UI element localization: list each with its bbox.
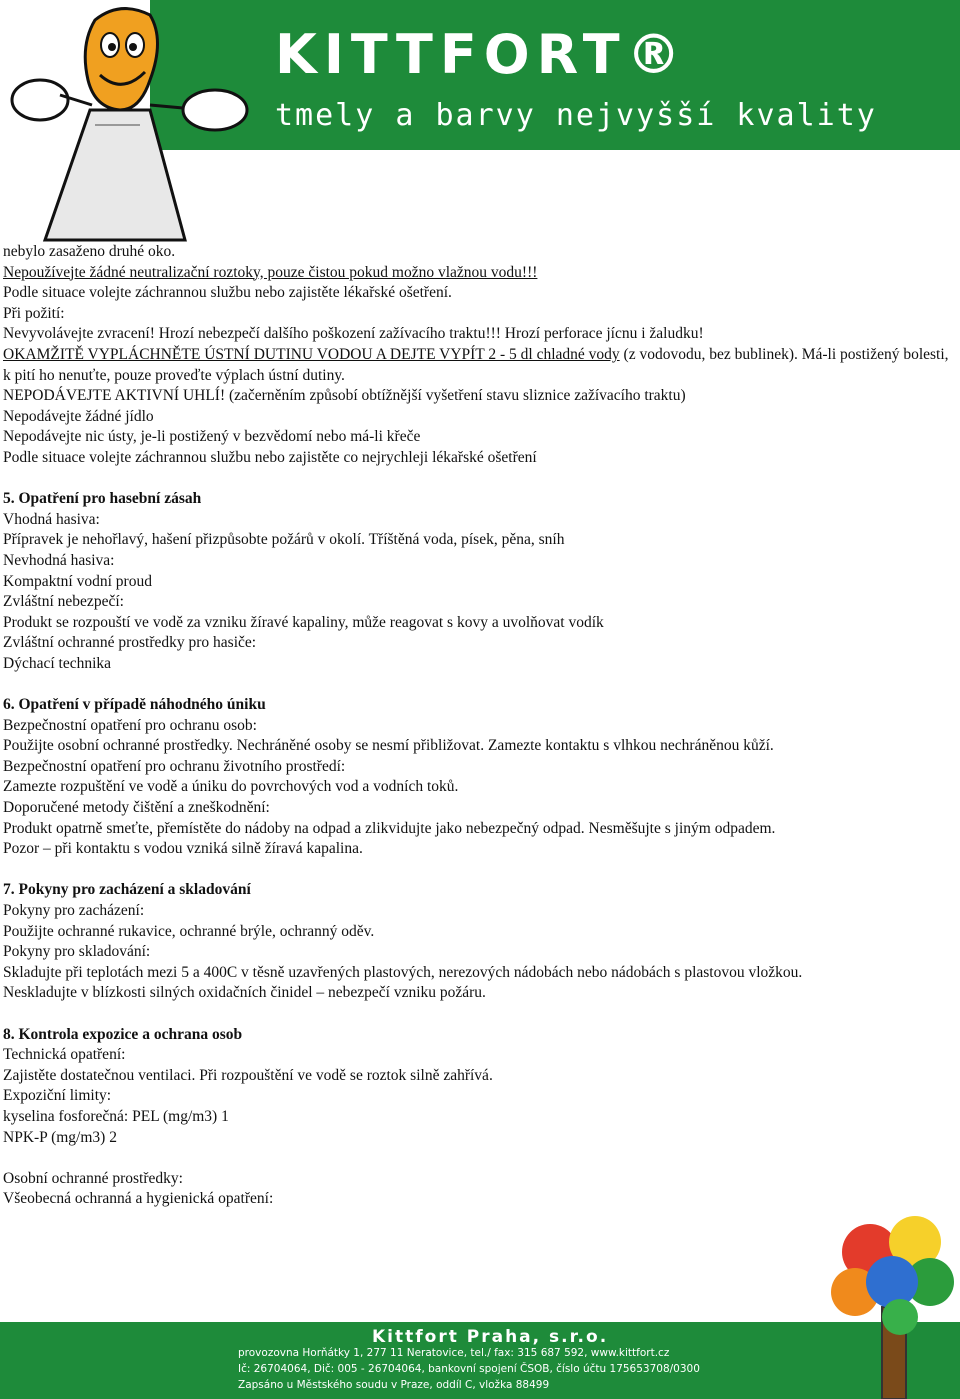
text-line: Při požití: bbox=[3, 304, 65, 322]
text-line: Expoziční limity: bbox=[3, 1087, 112, 1105]
text-line: kyselina fosforečná: PEL (mg/m3) 1 bbox=[3, 1107, 229, 1125]
footer-court-record: Zapsáno u Městského soudu v Praze, oddíl C, vložka 88499 bbox=[238, 1379, 550, 1391]
text-line: Technická opatření: bbox=[3, 1046, 126, 1064]
brand-tagline: tmely a barvy nejvyšší kvality bbox=[275, 98, 877, 133]
section-heading: 6. Opatření v případě náhodného úniku bbox=[3, 696, 266, 714]
text-line: Nevyvolávejte zvracení! Hrozí nebezpečí dalšího poškození zažívacího traktu!!! Hrozí perforace jícnu i žaludku! bbox=[3, 325, 704, 343]
text-line: nebylo zasaženo druhé oko. bbox=[3, 243, 176, 260]
text-paragraph: Skladujte při teplotách mezi 5 a 400C v těsně uzavřených plastových, nerezových nádobách nebo nádobách s plastovou vložkou. Neskladujte v blízkosti silných oxidačních činidel – nebezpečí vzniku požáru. bbox=[3, 963, 803, 1002]
spatula-mascot-icon bbox=[0, 0, 260, 245]
section-heading: 7. Pokyny pro zacházení a skladování bbox=[3, 881, 251, 899]
tree-logo-icon bbox=[830, 1212, 960, 1399]
text-line: Zvláštní ochranné prostředky pro hasiče: bbox=[3, 634, 257, 652]
text-line: Všeobecná ochranná a hygienická opatření: bbox=[3, 1190, 274, 1208]
text-line: Produkt opatrně smeťte, přemístěte do nádoby na odpad a zlikvidujte jako nebezpečný odpad. Nesměšujte s jiným odpadem. bbox=[3, 819, 776, 837]
text-line: Podle situace volejte záchrannou službu nebo zajistěte co nejrychleji lékařské ošetření bbox=[3, 448, 537, 466]
text-line: Dýchací technika bbox=[3, 654, 112, 672]
text-span: OKAMŽITĚ VYPLÁCHNĚTE ÚSTNÍ DUTINU VODOU A DEJTE VYPÍT 2 - 5 dl chladné vody bbox=[3, 345, 620, 363]
text-line: Použijte osobní ochranné prostředky. Nechráněné osoby se nesmí přibližovat. Zamezte kontaktu s vlhkou nechráněnou kůží. bbox=[3, 737, 774, 755]
section-heading: 5. Opatření pro hasební zásah bbox=[3, 490, 202, 508]
text-line: Pozor – při kontaktu s vodou vzniká silně žíravá kapalina. bbox=[3, 840, 363, 858]
section-heading: 8. Kontrola expozice a ochrana osob bbox=[3, 1025, 243, 1043]
text-line: Zvláštní nebezpečí: bbox=[3, 593, 124, 611]
text-line: Produkt se rozpouští ve vodě za vzniku žíravé kapaliny, může reagovat s kovy a uvolňovat vodík bbox=[3, 613, 604, 631]
text-line: Bezpečnostní opatření pro ochranu osob: bbox=[3, 716, 257, 734]
text-line: Zamezte rozpuštění ve vodě a úniku do povrchových vod a vodních toků. bbox=[3, 778, 459, 796]
text-line: Osobní ochranné prostředky: bbox=[3, 1169, 183, 1187]
text-line: Vhodná hasiva: bbox=[3, 510, 100, 528]
text-line: Přípravek je nehořlavý, hašení přizpůsobte požárů v okolí. Tříštěná voda, písek, pěna, sníh bbox=[3, 531, 565, 549]
header bbox=[0, 0, 960, 150]
text-line: Pokyny pro skladování: bbox=[3, 943, 151, 961]
text-line: Použijte ochranné rukavice, ochranné brýle, ochranný oděv. bbox=[3, 922, 375, 940]
document-body bbox=[3, 242, 953, 1210]
text-span: (z vodovodu, bez bublinek). Má-li postižený bolesti, k pití ho nenuťte, pouze proveďte výplach ústní dutiny. bbox=[3, 345, 949, 384]
text-line: Zajistěte dostatečnou ventilaci. Při rozpouštění ve vodě se roztok silně zahřívá. bbox=[3, 1066, 493, 1084]
footer-company: Kittfort Praha, s.r.o. bbox=[372, 1327, 609, 1347]
brand-logo: KITTFORT® bbox=[275, 23, 688, 86]
footer-registration: Ič: 26704064, Dič: 005 - 26704064, bankovní spojení ČSOB, číslo účtu 175653708/0300 bbox=[238, 1363, 700, 1375]
text-line: Nepoužívejte žádné neutralizační roztoky, pouze čistou pokud možno vlažnou vodu!!! bbox=[3, 263, 538, 281]
footer-address: provozovna Horňátky 1, 277 11 Neratovice, tel./ fax: 315 687 592, www.kittfort.cz bbox=[238, 1347, 670, 1359]
text-line: Nepodávejte žádné jídlo bbox=[3, 407, 154, 425]
text-line: Kompaktní vodní proud bbox=[3, 572, 152, 590]
text-paragraph bbox=[3, 345, 953, 386]
text-line: Nepodávejte nic ústy, je-li postižený v bezvědomí nebo má-li křeče bbox=[3, 428, 421, 446]
text-line: NEPODÁVEJTE AKTIVNÍ UHLÍ! (začerněním způsobí obtížnější vyšetření stavu sliznice zažívacího traktu) bbox=[3, 387, 686, 405]
text-line: Doporučené metody čištění a zneškodnění: bbox=[3, 799, 270, 817]
text-line: Bezpečnostní opatření pro ochranu životního prostředí: bbox=[3, 757, 346, 775]
text-line: NPK-P (mg/m3) 2 bbox=[3, 1128, 117, 1146]
text-line: Pokyny pro zacházení: bbox=[3, 902, 145, 919]
text-line: Podle situace volejte záchrannou službu nebo zajistěte lékařské ošetření. bbox=[3, 284, 452, 302]
text-line: Nevhodná hasiva: bbox=[3, 551, 115, 569]
